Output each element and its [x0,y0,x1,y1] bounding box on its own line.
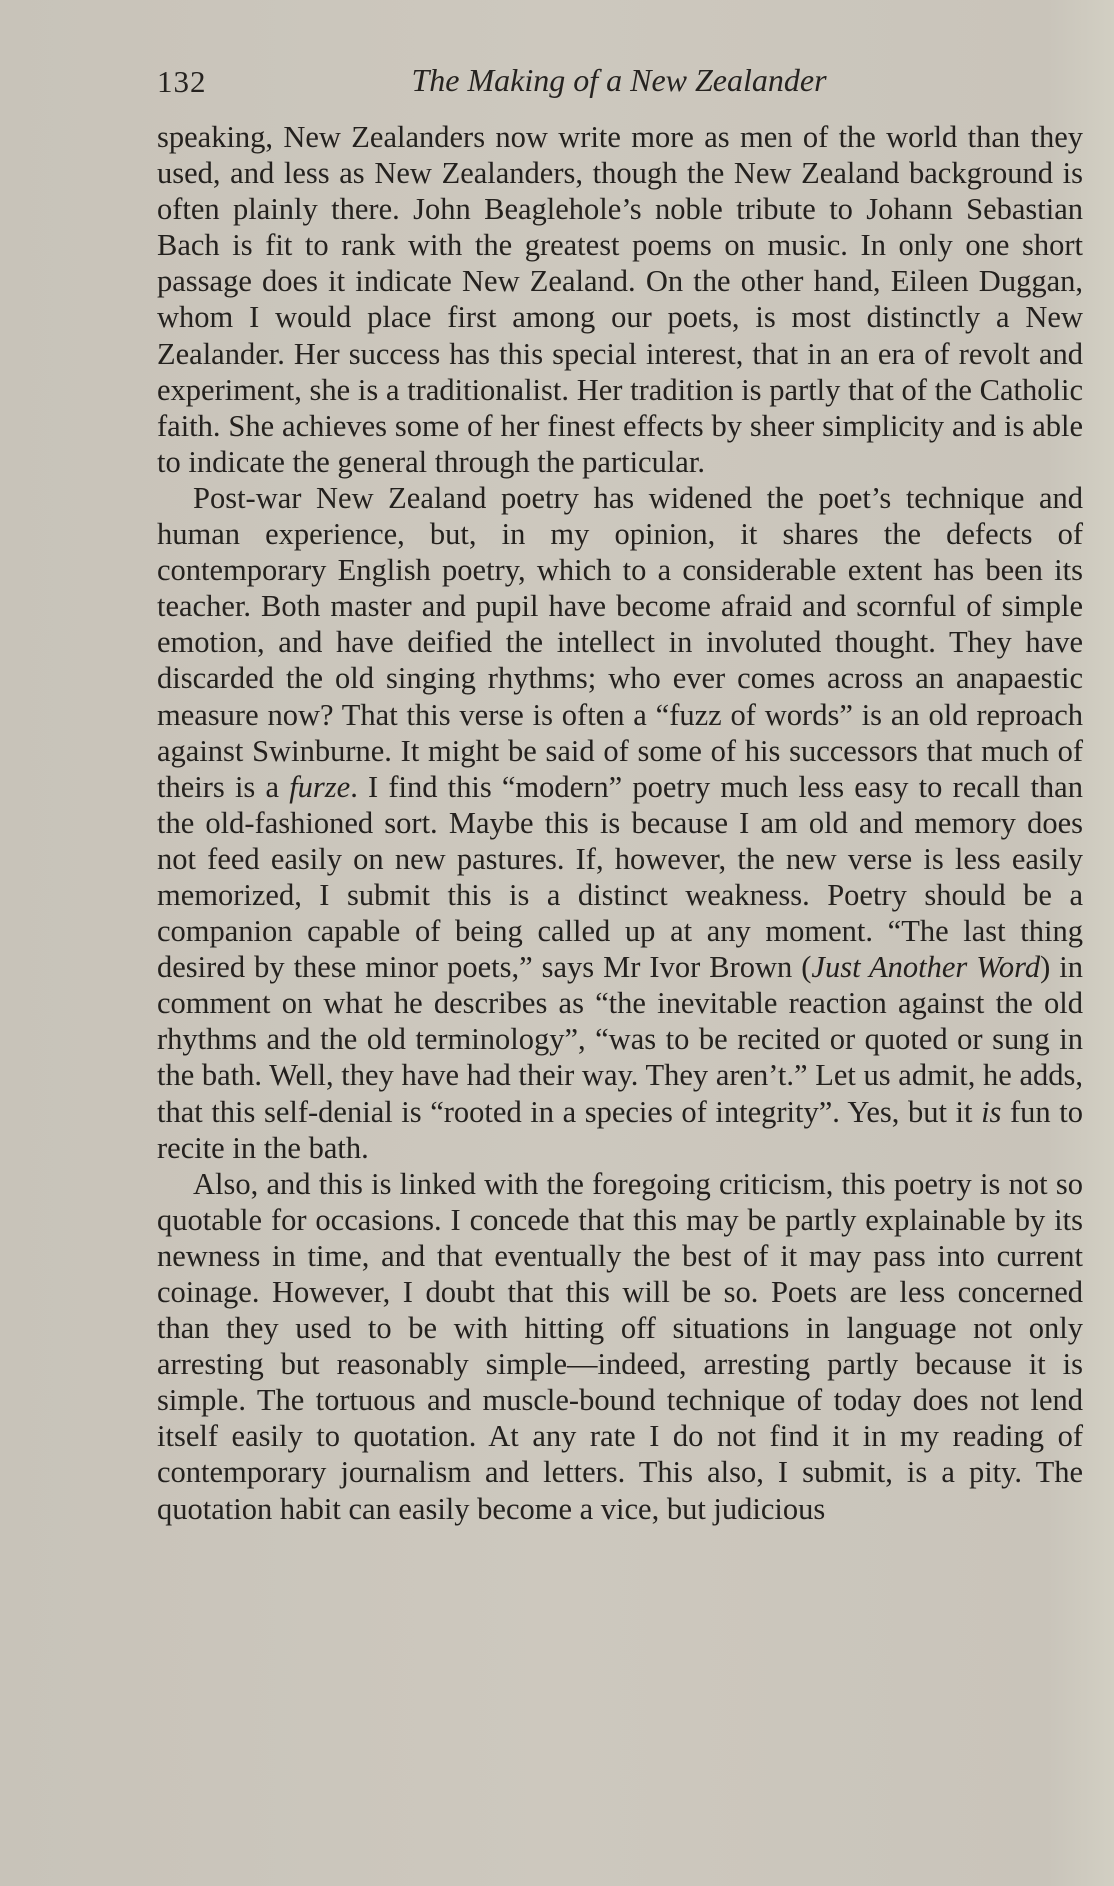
paragraph-2-italic-is: is [981,1094,1002,1129]
paragraph-3-text: Also, and this is linked with the foregoing criticism, this poetry is not so quotable for occasions. I concede that this may be partly explainable by its newness in time, and that eventually the best of it may pass into current coinage. However, I doubt that this will be so. Poets are less concerned than they used to be with hitting off situations in language not only arresting but reasonably simple—indeed, arresting partly because it is simple. The tortuous and muscle-bound technique of today does not lend itself easily to quotation. At any rate I do not find it in my reading of contemporary journalism and letters. This also, I submit, is a pity. The quotation habit can easily become a vice, but judicious [157,1166,1083,1526]
paragraph-2-text-a: Post-war New Zealand poetry has widened the poet’s technique and human experience, but, in my opinion, it shares the defects of contemporary English poetry, which to a considerable extent has been its teacher. Both master and pupil have become afraid and scornful of simple emotion, and have deified the intellect in involuted thought. They have discarded the old singing rhythms; who ever comes across an anapaestic measure now? That this verse is often a “fuzz of words” is an old reproach against Swinburne. It might be said of some of his successors that much of theirs is a [157,480,1083,804]
paragraph-2-text-c: ) in comment on what he describes as “the inevitable reaction against the old rhythms and the old terminology”, “was to be recited or quoted or sung in the bath. Well, they have had their way. They aren’t.” Let us admit, he adds, that this self-denial is “rooted in a species of integrity”. Yes, but it [157,950,1083,1129]
running-title: The Making of a New Zealander [411,62,827,98]
paragraph-1-text: speaking, New Zealanders now write more as men of the world than they used, and less as New Zealanders, though the New Zealand background is often plainly there. John Beaglehole’s noble tribute to Johann Sebastian Bach is fit to rank with the greatest poems on music. In only one short passage does it indicate New Zealand. On the other hand, Eileen Duggan, whom I would place first among our poets, is most distinctly a New Zealander. Her success has this special interest, that in an era of revolt and experiment, she is a traditionalist. Her tradition is partly that of the Catholic faith. She achieves some of her finest effects by sheer simplicity and is able to indicate the general through the particular. [157,120,1083,479]
page-header [157,62,1081,110]
paragraph-2-italic-furze: furze [289,769,351,804]
paragraph-2-text-d: fun to recite in the bath. [157,1094,1083,1165]
page-number: 132 [157,64,207,99]
paragraph-2-text-b: . I find this “modern” poetry much less easy to recall than the old-fashioned sort. Maybe this is because I am old and memory does not feed easily on new pastures. If, however, the new verse is less easily memorized, I submit this is a distinct weakness. Poetry should be a companion capable of being called up at any moment. “The last thing desired by these minor poets,” says Mr Ivor Brown ( [157,769,1083,985]
paragraph-3 [157,1166,1083,1527]
paragraph-1 [157,119,1083,480]
paragraph-2 [157,480,1083,1166]
body-text [157,119,1083,1527]
paragraph-2-italic-book-title: Just Another Word [811,950,1041,985]
